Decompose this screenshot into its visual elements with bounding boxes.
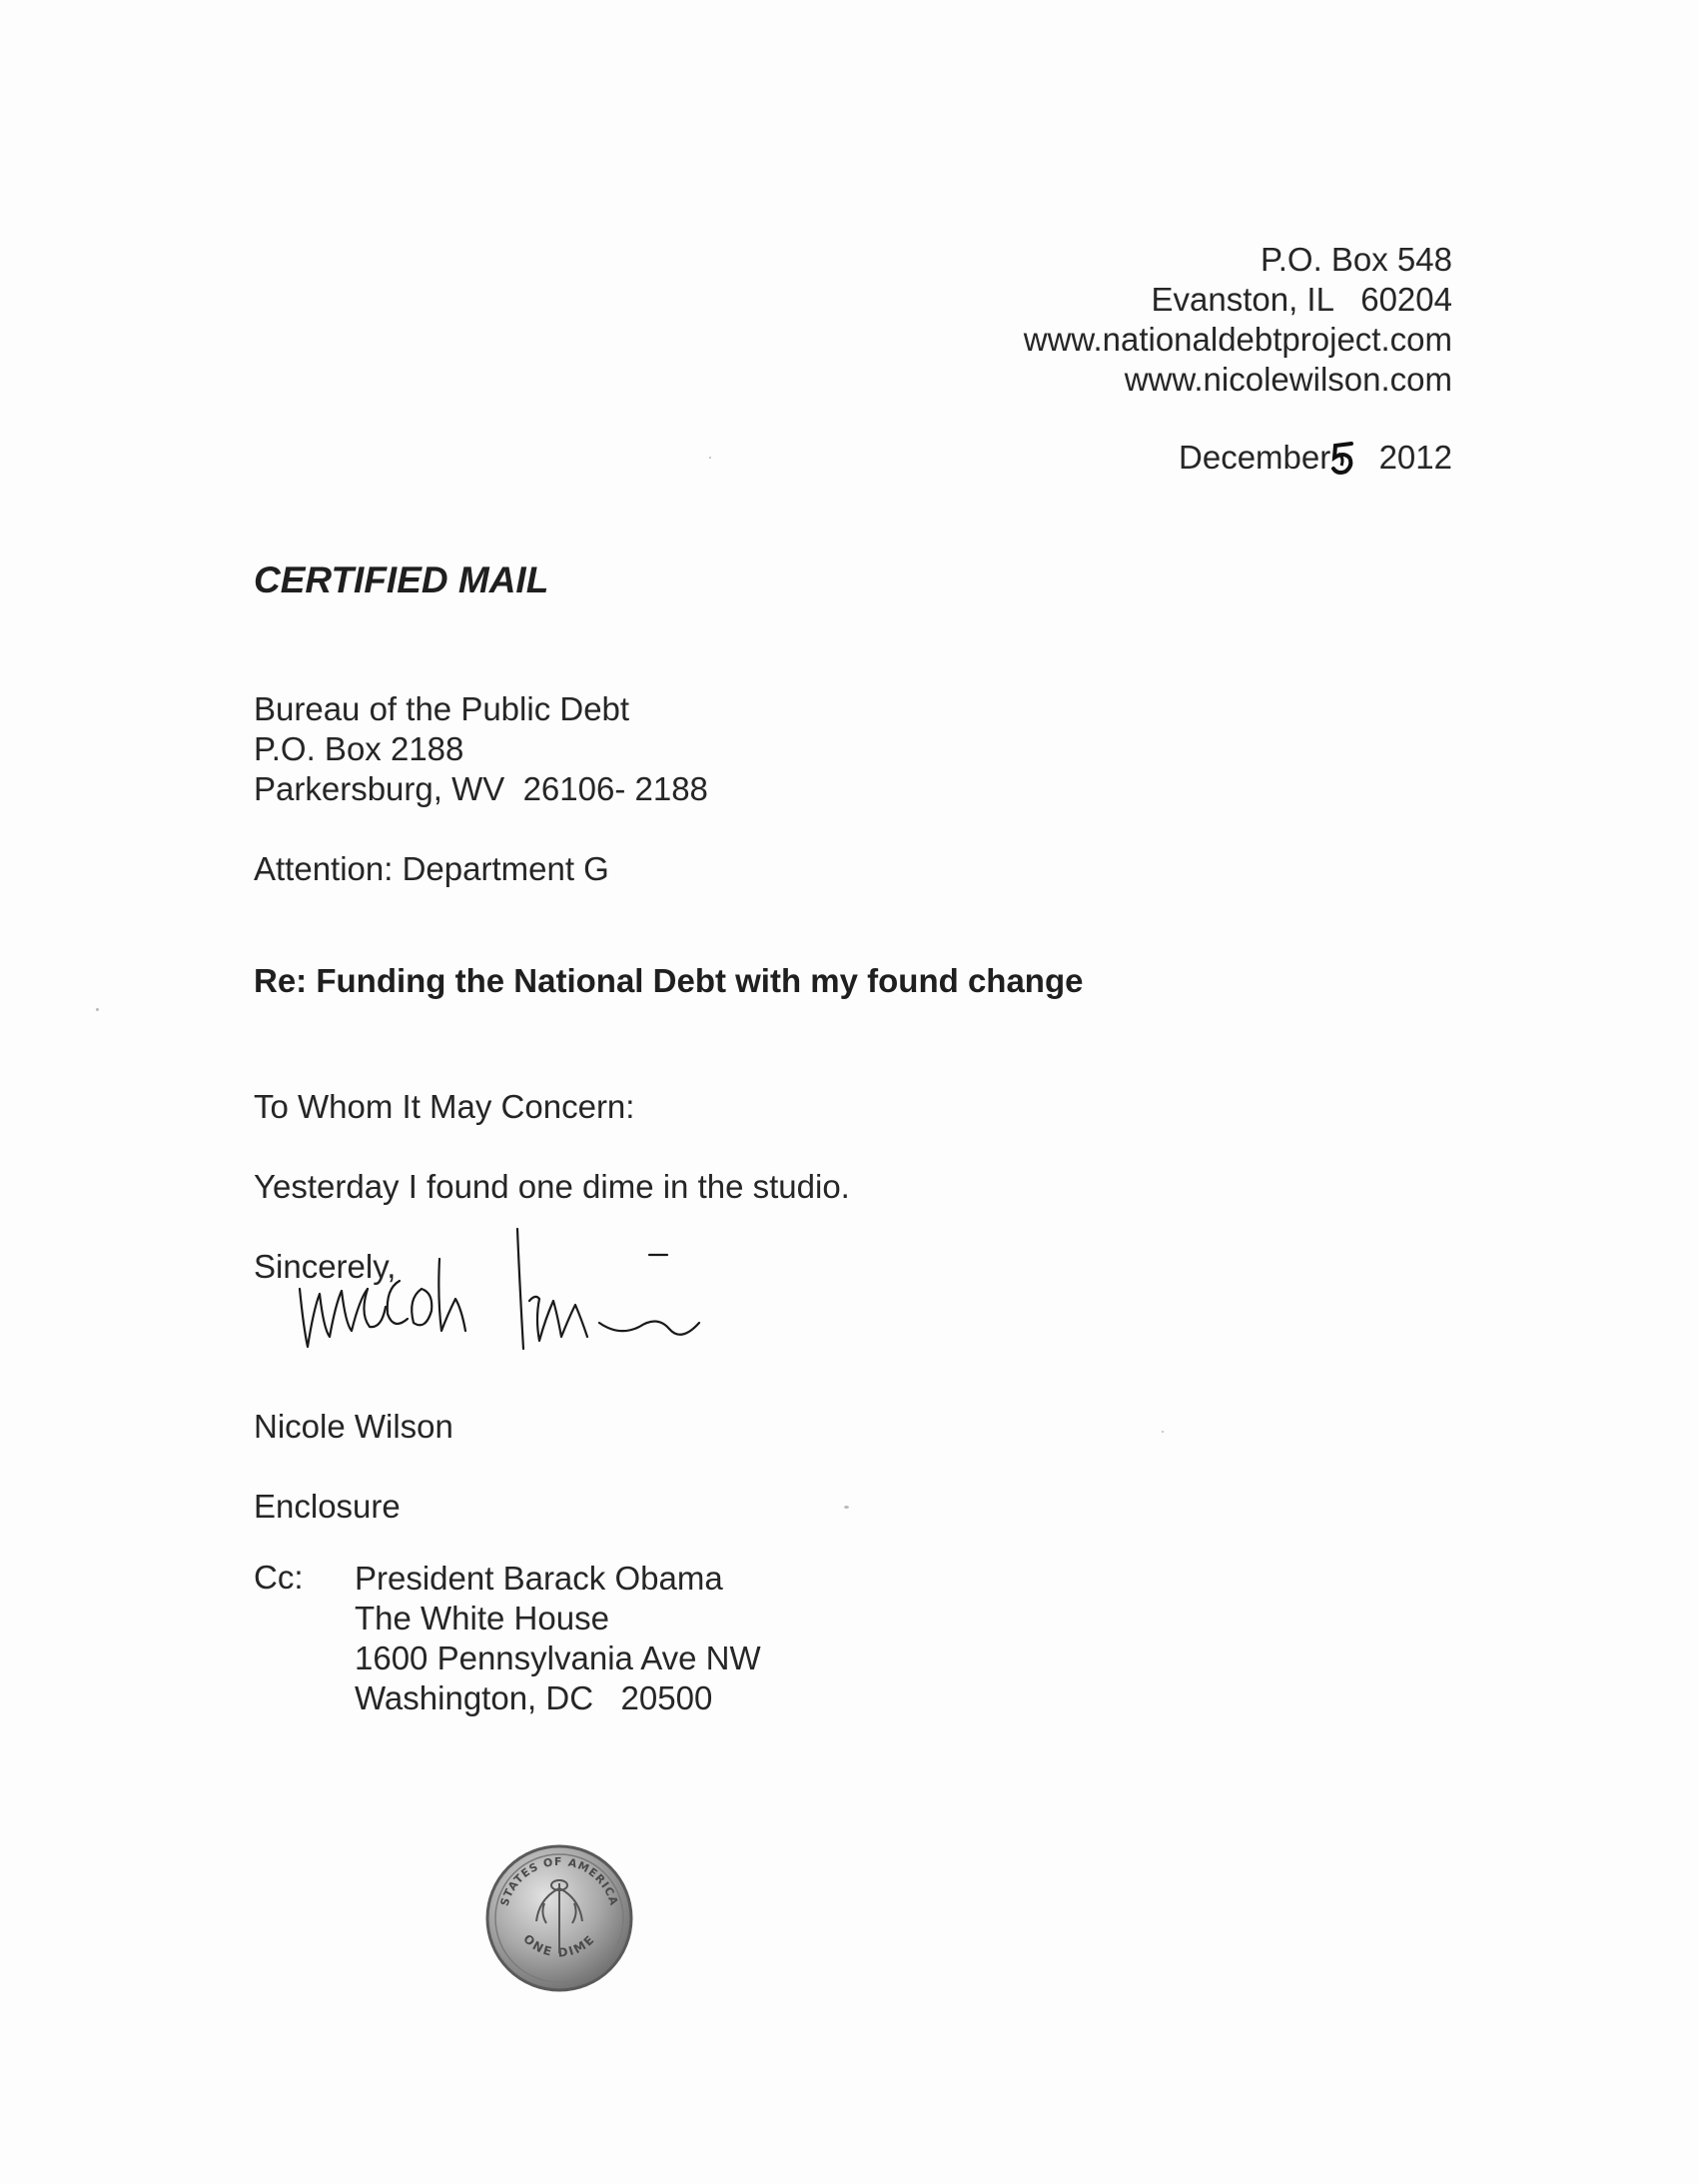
- sender-website-2: www.nicolewilson.com: [1124, 361, 1452, 398]
- dime-coin-image: [484, 1843, 634, 1993]
- cc-line-1: President Barack Obama: [355, 1560, 723, 1597]
- scan-speck: [709, 457, 711, 459]
- coin-top-text: STATES OF AMERICA: [497, 1854, 621, 1908]
- scan-speck: [844, 1506, 849, 1509]
- salutation: To Whom It May Concern:: [254, 1088, 635, 1125]
- letter-date: [1179, 438, 1452, 478]
- sender-website-1: www.nationaldebtproject.com: [1023, 321, 1452, 358]
- enclosure-label: Enclosure: [254, 1488, 401, 1525]
- attention-line: Attention: Department G: [254, 850, 609, 887]
- closing: Sincerely,: [254, 1248, 397, 1285]
- handwritten-date-mark: [1329, 440, 1357, 478]
- scan-speck: [1162, 1431, 1164, 1433]
- coin-bottom-text: ONE DIME: [520, 1931, 598, 1960]
- scan-speck: [96, 1008, 99, 1011]
- body-text: Yesterday I found one dime in the studio.: [254, 1168, 850, 1205]
- cc-line-2: The White House: [355, 1600, 609, 1637]
- certified-mail-heading: CERTIFIED MAIL: [254, 559, 549, 600]
- subject-line: Re: Funding the National Debt with my found change: [254, 962, 1084, 999]
- cc-line-4: Washington, DC 20500: [355, 1679, 713, 1716]
- date-suffix: 2012: [1369, 439, 1452, 476]
- recipient-address-line2: Parkersburg, WV 26106- 2188: [254, 770, 708, 807]
- sender-address-line2: Evanston, IL 60204: [1151, 281, 1452, 318]
- signer-name: Nicole Wilson: [254, 1408, 453, 1445]
- cc-label: Cc:: [254, 1559, 304, 1596]
- cc-line-3: 1600 Pennsylvania Ave NW: [355, 1639, 761, 1676]
- sender-address-line1: P.O. Box 548: [1260, 241, 1452, 278]
- recipient-address-line1: P.O. Box 2188: [254, 730, 464, 767]
- handwritten-signature: [290, 1219, 729, 1369]
- recipient-name: Bureau of the Public Debt: [254, 690, 630, 727]
- date-prefix: December: [1179, 439, 1340, 476]
